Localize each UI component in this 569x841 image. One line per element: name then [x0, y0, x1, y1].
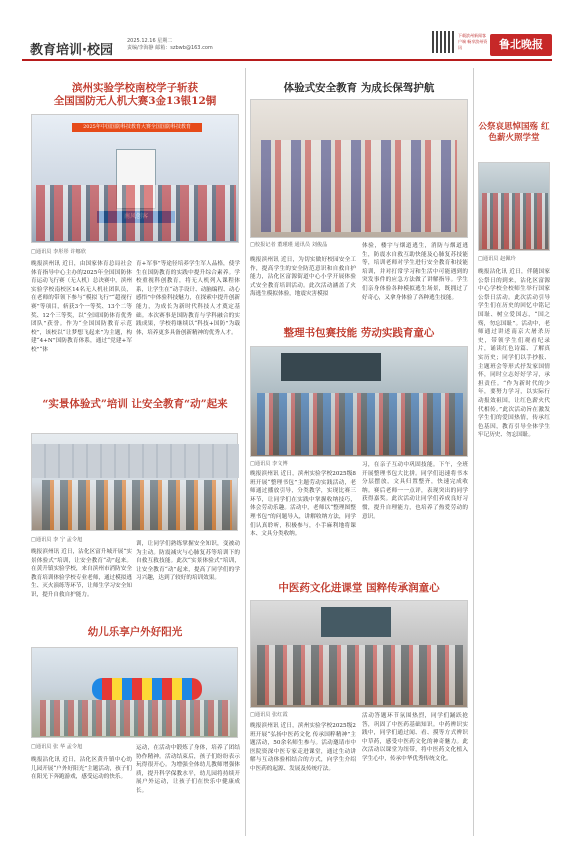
article-tcm-culture — [250, 582, 468, 595]
page-number: 09 — [514, 60, 531, 73]
headline[interactable]: 幼儿乐享户外好阳光 — [87, 626, 183, 638]
byline: □通讯员 张 华 孟令旭 — [31, 744, 83, 750]
byline: □通讯员 赵佩玲 — [478, 256, 516, 262]
building-shape — [32, 444, 239, 478]
section-title: 教育培训·校园 — [30, 43, 113, 58]
article-column: 晚报滨州讯 近日，沾化区富升城开展“实景体验式”培训，让安全教育“动”起来。在黄升镇实验学校，来自滨州市消防安全教育培训体验学校专业老师，通过模拟逃生、灭火演练等环节，让师生学习安全知识，提升自救自护能力。 — [31, 549, 132, 598]
qr-caption: 下载滨州新闻客户端 畅享滨州资讯 — [458, 33, 488, 50]
article-schoolbag-contest — [250, 327, 468, 340]
article-kindergarten — [30, 626, 240, 639]
kindergarten-photo — [31, 647, 238, 738]
article-column: 晚报沾化讯 近日，沾化区黄升镇中心幼儿园开展“户外好阳光”主题活动，孩子们在阳光下奔跑游戏，感受运动的快乐。 — [31, 757, 132, 781]
blackboard-shape — [281, 353, 381, 381]
article-column: 晚报滨州讯 近日，为切实做好校园安全工作，提高学生的安全防范意识和自救自护能力，沾化区富源街道中心小学开展体验式安全教育培训活动。此次活动涵盖了火海逃生模拟体验，地震灾害模拟 — [250, 257, 356, 298]
classroom-photo — [250, 346, 468, 457]
byline: □校报记者 董瑾瑾 通讯员 刘俊晶 — [250, 242, 328, 248]
article-memorial-day — [478, 122, 550, 143]
training-photo — [31, 433, 238, 531]
screen-shape — [321, 607, 391, 637]
students-shape — [257, 393, 463, 455]
article-column: 育+军事”等途径培养学生军人品格，使学生在国防教育的实践中提升综合素养。学校重视科创教育，将无人机列入课程体系，让学生在“动手设计、动脑编程、动心感悟”中体验科技魅力，在探索中提升创新能力，为成长为新时代科技人才奠定基础。本次赛事是国防教育与学科融合的实践成果，学校将继续以“科技+国防”为载体，培养更多具备创新精神的优秀人才。 — [136, 261, 240, 336]
header-meta — [127, 38, 213, 52]
headline-line-1: 滨州实验学校南校学子斩获 — [72, 82, 198, 94]
article-column: 体验，楼宇与烟道逃生，消防与烟道逃生，防震水自救互助快能及心肺复苏技能等，培训老师对学生进行安全教育和技能培训，并对打常学习和生活中可能遇到的突发事件的应急方法做了讲解指导。学生们亲身体验各种模拟逃生场景，既拥过了好奇心，又拿身体验了各种逃生技能。 — [362, 243, 468, 301]
article-column: 运动，在活动中锻炼了身体，培养了团结协作精神。活动结束后，孩子们纷纷表示玩得很开心。为增强全体幼儿教师增强体质，提升科学保教水平，幼儿园将持续开展户外运动，让孩子们在快乐中健康成长。 — [136, 745, 240, 794]
column-divider — [473, 68, 474, 836]
page-header — [22, 33, 552, 73]
article-drone-contest — [30, 82, 240, 108]
column-divider — [245, 68, 246, 836]
article-safety-training — [30, 398, 240, 411]
article-column: 晚报滨州讯 近日，滨州实验学校2025级8班开展“整理书包”主题劳动实践活动，老师通过播放引导，分类教学，实现比赛三环节，让同学们在实践中掌握收纳技巧，体会劳动乐趣。活动中，老师以“整理图整理书包”的问题导入，讲解收纳方法，同学们认真聆听，积极参与，小手麻利地将课本、文具分类收纳。 — [250, 471, 356, 538]
audience-shape — [257, 645, 463, 705]
article-column: 晚报沾化讯 近日，伴随国家公祭日的到来，沾化区富源中心学校全校师生举行国家公祭日活动。此次活动引导学生们在历史的回忆中铭记国耻、树立爱国志，“国之殇，勿忘国耻”。活动中，老师通过讲述南京大屠杀历史，带领学生们观看纪录片，诵读红色诗篇、了解真实历史；同学们以手抄报、主题班会等形式抒发家国情怀，同时立志好好学习，承担责任。“作为新时代的少年，要努力学习，以实际行动报效祖国，让红色薪火代代相传。”此次活动旨在激发学生们的爱国热情，传承红色基因，教育引导全体学生牢记历史、勿忘国耻。 — [478, 269, 550, 439]
people-shape — [42, 480, 232, 530]
date-line: 2025.12.16 星期二 — [127, 38, 173, 44]
students-row — [36, 185, 236, 241]
byline: □通讯员 李彤彤 许娜欣 — [31, 249, 86, 255]
tcm-class-photo — [250, 600, 468, 708]
article-column: 习，在亲子互动中巩固技能。下午，全班开展整理书包大比拼。同学们迅速将书本分层摆放，文具归置整齐，快速完成收纳。赛后老师一一点评，表现突出的同学获得嘉奖。此次活动让同学们养成良好习惯，提升自理能力，也培养了热爱劳动的意识。 — [362, 462, 468, 520]
headline[interactable]: “实景体验式”培训 让安全教育“动”起来 — [42, 398, 228, 410]
headline[interactable] — [30, 82, 240, 108]
headline-line-2: 全国国防无人机大赛3金13银12铜 — [53, 95, 217, 108]
headline[interactable]: 公祭哀思悼国殇 红色薪火照学堂 — [478, 122, 550, 143]
article-column: 晚报滨州讯 近日，滨州实验学校2025级2班开展“弘扬中医药文化 传承国粹精神”主题活动，50余名师生参与。活动邀请市中医院资深中医专家走进课堂，通过生动讲解与互动体验相结合的方式，向学生介绍中医药的起源、发展及传统疗法。 — [250, 723, 356, 772]
byline: □通讯员 李 宁 孟令旭 — [31, 537, 83, 543]
safety-drill-photo — [250, 99, 468, 238]
byline: □通讯员 张红霞 — [250, 712, 288, 718]
byline: □通讯员 李文博 — [250, 461, 288, 467]
newspaper-logo — [490, 34, 552, 73]
children-shape — [40, 700, 230, 736]
photo-banner: 2025年中国国防科技教育大赛全国国防科技教育 — [72, 123, 202, 132]
qr-code-icon[interactable] — [432, 31, 454, 53]
article-column: 晚报滨州讯 近日，由国家体育总局社会体育指导中心主办的2025年全国国防体育运动飞行赛（无人机）总决赛中，滨州实验学校南校区14名无人机社团队员，在老师的带领下参与“模拟飞行”“超视行赛”等项目，斩获3个一等奖、13个二等奖、12个三等奖，以“全国国防体育优秀团队”获誉。作为“全国国防教育示范校”，该校以“让梦想飞起来”为主题，构建“4+N”国防教育体系，通过“党建+军校”“体 — [31, 261, 132, 353]
paper-name: 鲁北晚报 — [499, 38, 543, 51]
article-column: 活动答题环节氛围热烈，同学们踊跃抢答，巩固了中医药基础知识。中药辨识实践中，同学们通过闻、看、摸等方式辨识中草药，感受中医药文化的神奇魅力。此次活动以课堂为纽带，将中医药文化植入学生心中，传承中华优秀传统文化。 — [362, 713, 468, 762]
headline[interactable]: 中医药文化进课堂 国粹传承润童心 — [278, 582, 440, 594]
editor-line: 责编/李海静 邮箱：szbwb@163.com — [127, 45, 213, 51]
article-experiential-safety — [250, 82, 468, 95]
headline[interactable]: 整理书包赛技能 劳动实践育童心 — [283, 327, 435, 339]
trainers-shape — [261, 140, 457, 232]
memorial-photo — [478, 162, 550, 251]
drone-team-photo — [31, 114, 239, 243]
play-tunnel — [92, 678, 202, 700]
article-column: 训，让同学们熟练掌握安全知识，变被动为主动。防震减灾与心肺复苏等培训下的自救互救技能。此次“实景体验式”培训，让安全教育“动”起来，提高了同学们的学习兴趣，达到了较好的培训效果。 — [136, 541, 240, 582]
headline[interactable]: 体验式安全教育 为成长保驾护航 — [283, 82, 435, 94]
students-shape — [482, 193, 548, 249]
